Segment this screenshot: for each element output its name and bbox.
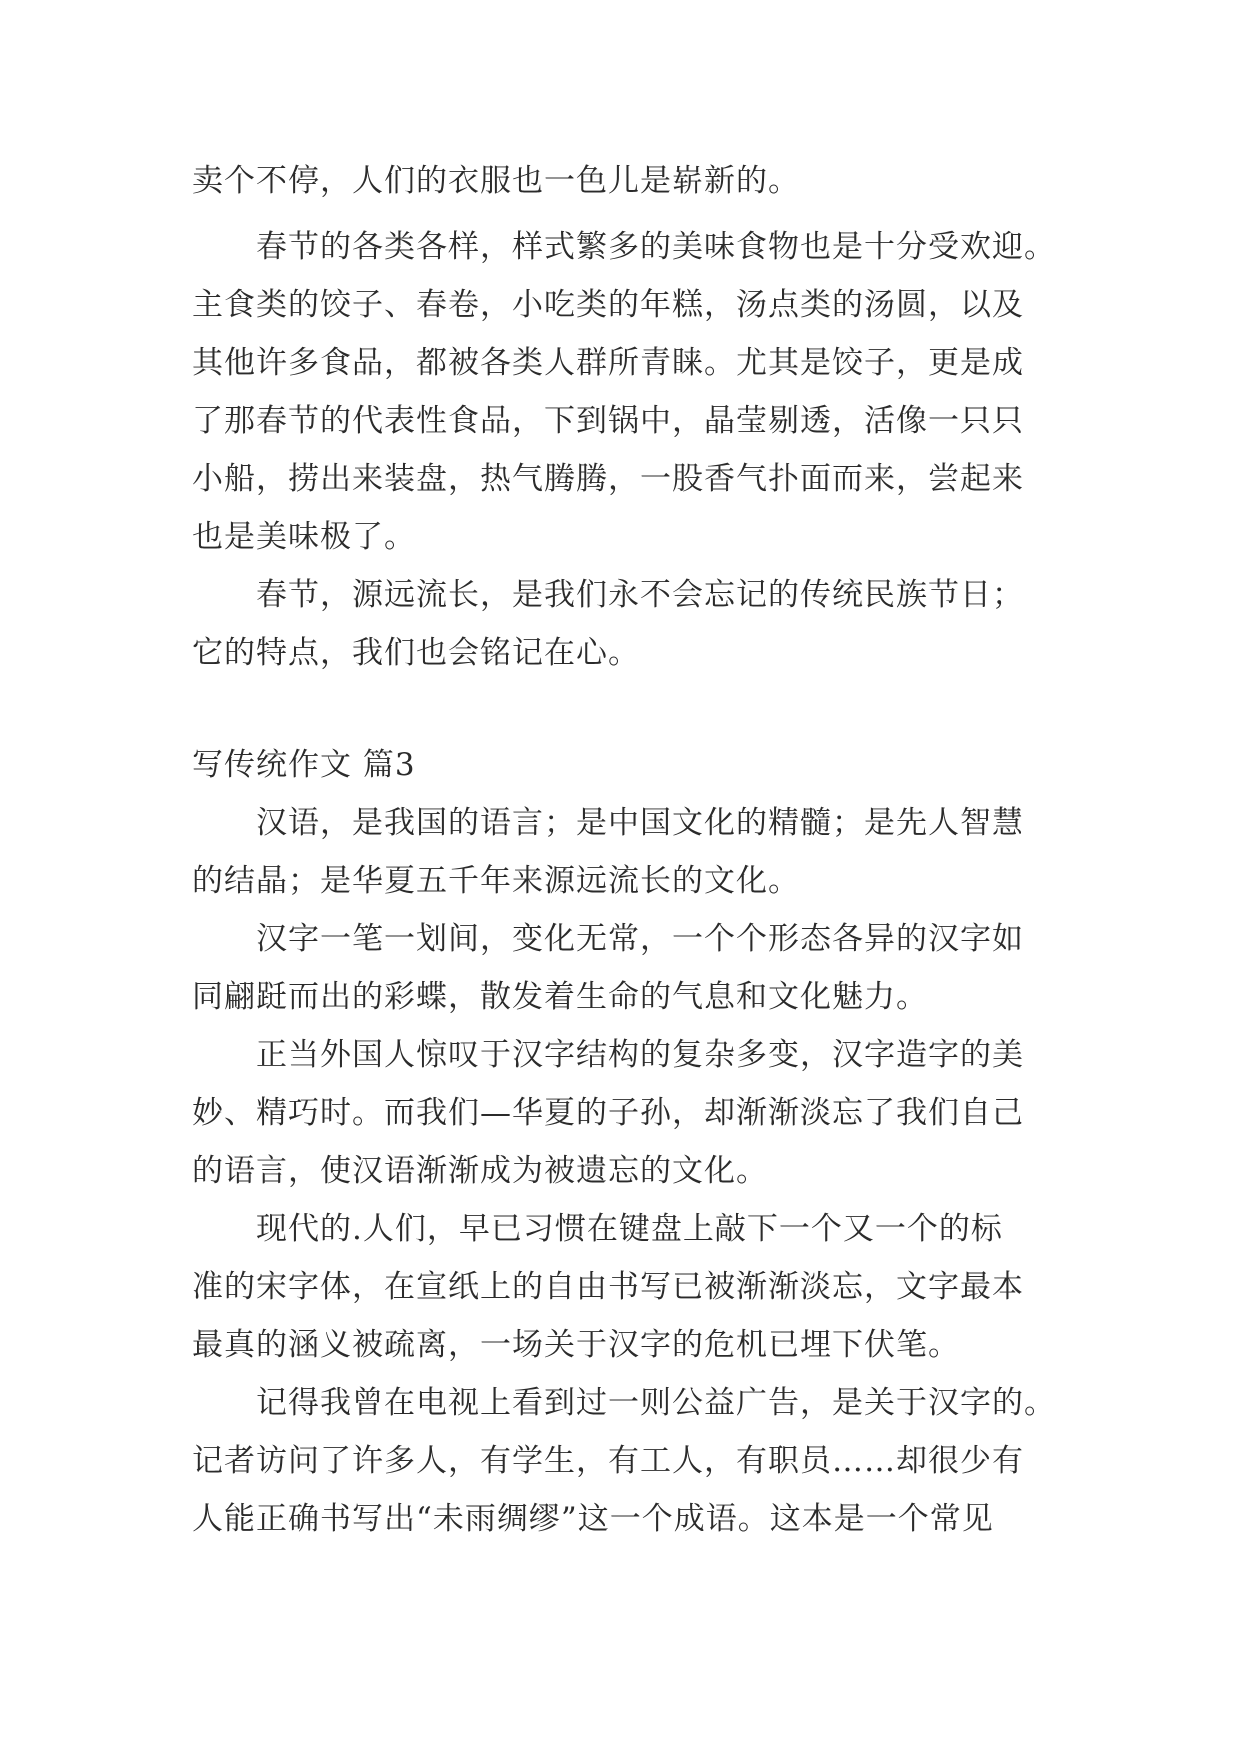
paragraph-line: 妙、精巧时。而我们—华夏的子孙，却渐渐淡忘了我们自己 xyxy=(192,1095,1024,1131)
paragraph-line: 春节的各类各样，样式繁多的美味食物也是十分受欢迎。 xyxy=(256,229,1056,265)
paragraph-line: 汉语，是我国的语言；是中国文化的精髓；是先人智慧 xyxy=(256,805,1024,841)
paragraph-line: 同翩跹而出的彩蝶，散发着生命的气息和文化魅力。 xyxy=(192,979,928,1015)
paragraph-line: 春节，源远流长，是我们永不会忘记的传统民族节日； xyxy=(256,577,1024,613)
paragraph-line: 记者访问了许多人，有学生，有工人，有职员……却很少有 xyxy=(192,1443,1024,1479)
paragraph-line: 的语言，使汉语渐渐成为被遗忘的文化。 xyxy=(192,1153,768,1189)
paragraph-line: 小船，捞出来装盘，热气腾腾，一股香气扑面而来，尝起来 xyxy=(192,461,1024,497)
paragraph-line: 记得我曾在电视上看到过一则公益广告，是关于汉字的。 xyxy=(256,1385,1056,1421)
paragraph-line: 正当外国人惊叹于汉字结构的复杂多变，汉字造字的美 xyxy=(256,1037,1024,1073)
paragraph-line: 主食类的饺子、春卷，小吃类的年糕，汤点类的汤圆，以及 xyxy=(192,287,1024,323)
paragraph-line: 汉字一笔一划间，变化无常，一个个形态各异的汉字如 xyxy=(256,921,1024,957)
paragraph-line: 准的宋字体，在宣纸上的自由书写已被渐渐淡忘，文字最本 xyxy=(192,1269,1024,1305)
paragraph-line: 现代的.人们，早已习惯在键盘上敲下一个又一个的标 xyxy=(256,1211,1003,1247)
paragraph-line: 也是美味极了。 xyxy=(192,519,416,555)
paragraph-line: 了那春节的代表性食品，下到锅中，晶莹剔透，活像一只只 xyxy=(192,403,1024,439)
section-heading: 写传统作文 篇3 xyxy=(192,747,416,783)
paragraph-line: 它的特点，我们也会铭记在心。 xyxy=(192,635,640,671)
paragraph-line: 最真的涵义被疏离，一场关于汉字的危机已埋下伏笔。 xyxy=(192,1327,960,1363)
paragraph-line: 其他许多食品，都被各类人群所青睐。尤其是饺子，更是成 xyxy=(192,345,1024,381)
paragraph-line: 人能正确书写出“未雨绸缪”这一个成语。这本是一个常见 xyxy=(192,1501,994,1537)
paragraph-line: 的结晶；是华夏五千年来源远流长的文化。 xyxy=(192,863,800,899)
paragraph-line: 卖个不停，人们的衣服也一色儿是崭新的。 xyxy=(192,163,800,199)
